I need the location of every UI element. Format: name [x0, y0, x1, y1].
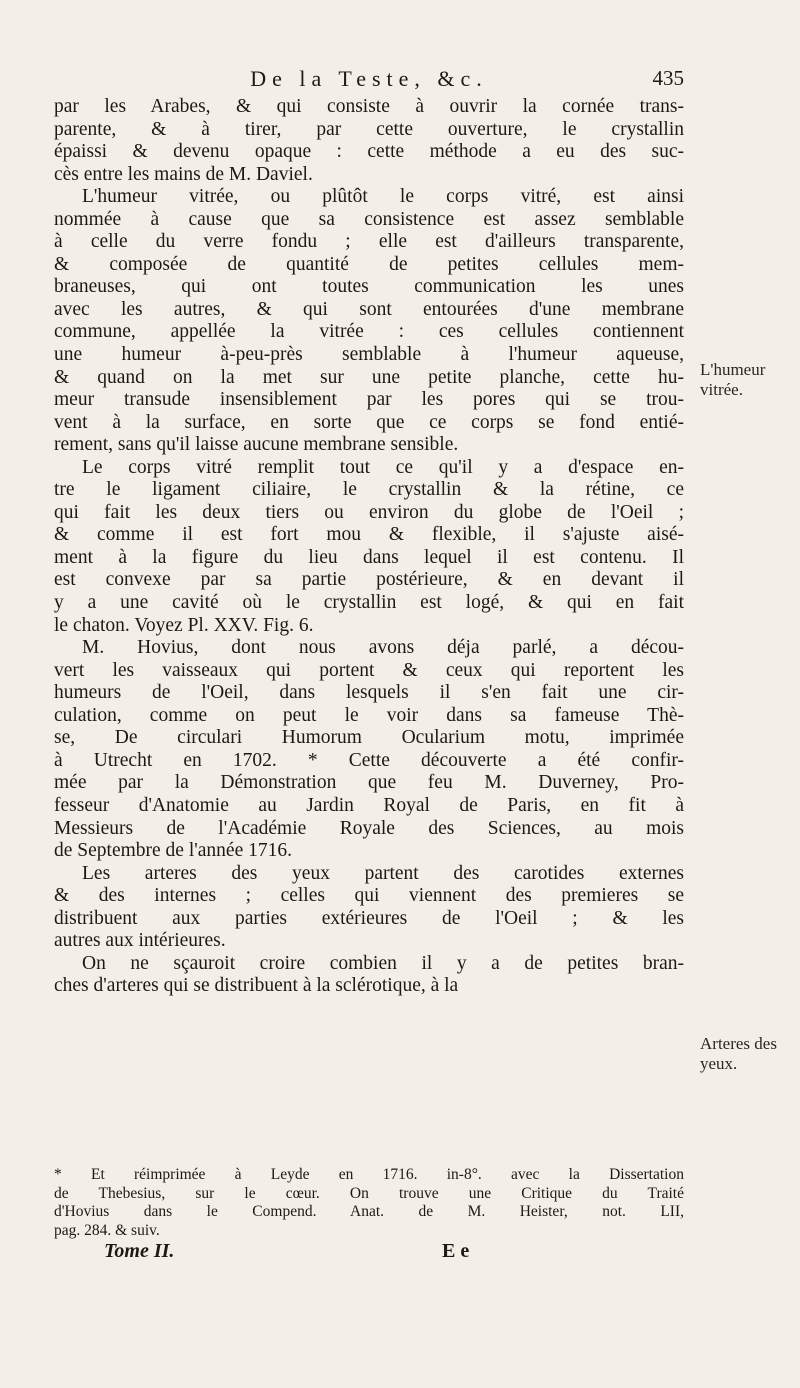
margin-note-line: yeux. [700, 1054, 738, 1073]
text-line: culation, comme on peut le voir dans sa fameuse Thè- [54, 704, 684, 726]
margin-note-line: vitrée. [700, 380, 743, 399]
text-line: On ne sçauroit croire combien il y a de petites bran- [82, 952, 684, 974]
text-line: distribuent aux parties extérieures de l'Oeil ; & les [54, 907, 684, 929]
text-line: Les arteres des yeux partent des carotides externes [82, 862, 684, 884]
text-line: avec les autres, & qui sont entourées d'une membrane [54, 298, 684, 320]
text-line: parente, & à tirer, par cette ouverture, le crystallin [54, 118, 684, 140]
page-number: 435 [652, 66, 684, 90]
text-line: braneuses, qui ont toutes communication les unes [54, 276, 684, 298]
text-line: vent à la surface, en sorte que ce corps se fond entié- [54, 411, 684, 433]
text-line: nommée à cause que sa consistence est assez semblable [54, 208, 684, 230]
page-header [54, 66, 684, 94]
margin-note-line: L'humeur [700, 360, 766, 379]
footnote [54, 1166, 684, 1240]
footnote-line: de Thebesius, sur le cœur. On trouve une Critique du Traité [54, 1184, 684, 1202]
footnote-line: d'Hovius dans le Compend. Anat. de M. Heister, not. LII, [54, 1203, 684, 1221]
text-line: L'humeur vitrée, ou plûtôt le corps vitré, est ainsi [82, 186, 684, 208]
text-line: à celle du verre fondu ; elle est d'ailleurs transparente, [54, 231, 684, 253]
text-line: meur transude insensiblement par les pores qui se trou- [54, 389, 684, 411]
text-line: vert les vaisseaux qui portent & ceux qui reportent les [54, 659, 684, 681]
text-line: rement, sans qu'il laisse aucune membrane sensible. [54, 434, 459, 456]
text-line: une humeur à-peu-près semblable à l'humeur aqueuse, [54, 344, 684, 366]
text-line: qui fait les deux tiers ou environ du globe de l'Oeil ; [54, 501, 684, 523]
text-line: le chaton. Voyez Pl. XXV. Fig. 6. [54, 614, 314, 636]
signature-mark: E e [442, 1240, 470, 1262]
text-line: par les Arabes, & qui consiste à ouvrir la cornée trans- [54, 96, 684, 117]
text-line: humeurs de l'Oeil, dans lesquels il s'en fait une cir- [54, 682, 684, 704]
text-line: est convexe par sa partie postérieure, & en devant il [54, 569, 684, 591]
running-title: De la Teste, &c. [250, 66, 488, 91]
footnote-line: * Et réimprimée à Leyde en 1716. in-8°. avec la Dissertation [54, 1166, 684, 1183]
text-line: épaissi & devenu opaque : cette méthode a eu des suc- [54, 141, 684, 163]
margin-note-arteres-des-yeux [700, 1034, 777, 1074]
text-line: & des internes ; celles qui viennent des premieres se [54, 885, 684, 907]
text-line: de Septembre de l'année 1716. [54, 840, 292, 862]
text-line: ment à la figure du lieu dans lequel il est contenu. Il [54, 546, 684, 568]
text-line: Le corps vitré remplit tout ce qu'il y a d'espace en- [82, 456, 684, 478]
text-line: & comme il est fort mou & flexible, il s'ajuste aisé- [54, 524, 684, 546]
margin-note-humeur-vitree [700, 360, 765, 400]
text-line: ches d'arteres qui se distribuent à la sclérotique, à la [54, 975, 459, 997]
text-line: tre le ligament ciliaire, le crystallin & la rétine, ce [54, 479, 684, 501]
text-line: & composée de quantité de petites cellules mem- [54, 253, 684, 275]
text-line: autres aux intérieures. [54, 930, 226, 952]
text-line: se, De circulari Humorum Ocularium motu, imprimée [54, 727, 684, 749]
footnote-line: pag. 284. & suiv. [54, 1221, 160, 1239]
text-line: commune, appellée la vitrée : ces cellules contiennent [54, 321, 684, 343]
page-footer [54, 1240, 684, 1268]
text-line: y a une cavité où le crystallin est logé, & qui en fait [54, 592, 684, 614]
text-line: Messieurs de l'Académie Royale des Sciences, au mois [54, 817, 684, 839]
text-line: à Utrecht en 1702. * Cette découverte a été confir- [54, 749, 684, 771]
margin-note-line: Arteres des [700, 1034, 777, 1053]
text-line: cès entre les mains de M. Daviel. [54, 163, 313, 185]
text-line: fesseur d'Anatomie au Jardin Royal de Paris, en fit à [54, 794, 684, 816]
volume-mark: Tome II. [104, 1240, 175, 1262]
text-line: & quand on la met sur une petite planche, cette hu- [54, 366, 684, 388]
text-line: mée par la Démonstration que feu M. Duverney, Pro- [54, 772, 684, 794]
text-line: M. Hovius, dont nous avons déja parlé, a décou- [82, 637, 684, 659]
body-text [54, 96, 684, 998]
